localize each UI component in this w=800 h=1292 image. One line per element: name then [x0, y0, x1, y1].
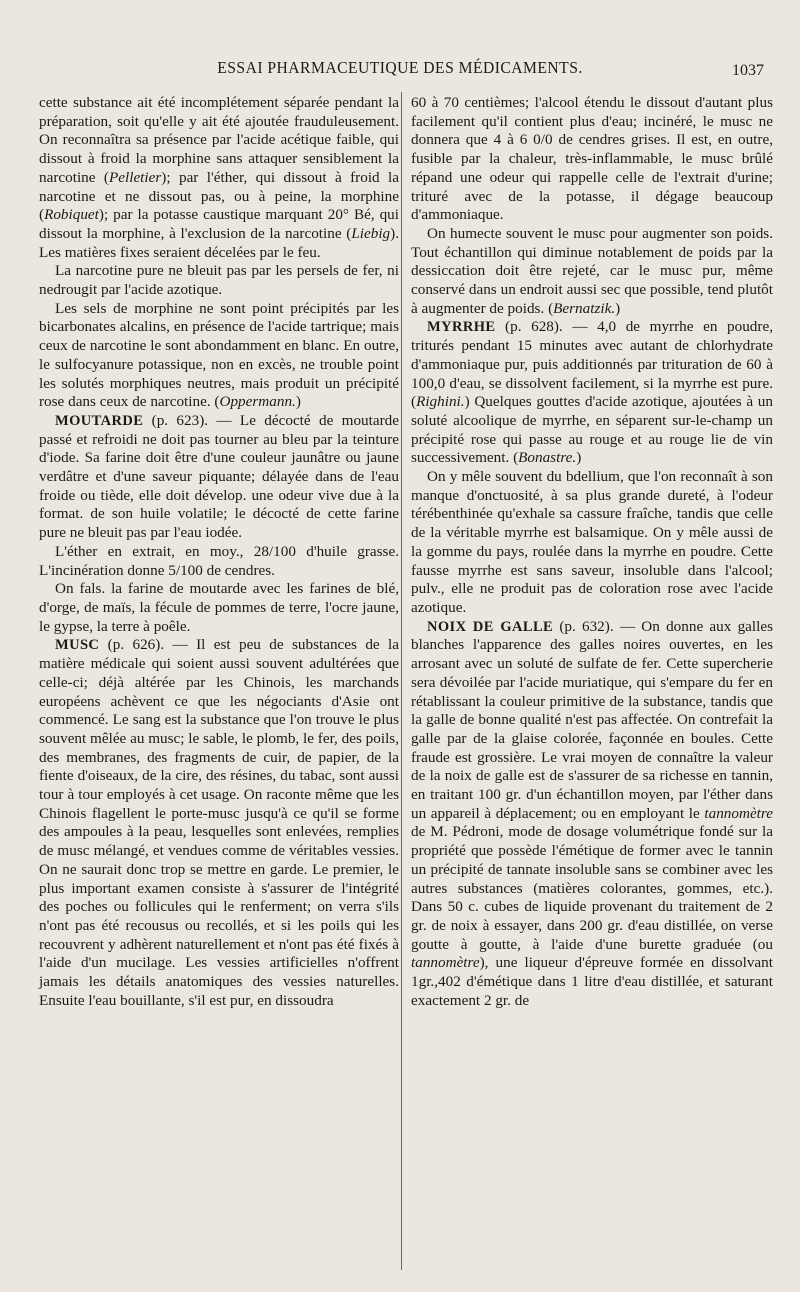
citation: Oppermann.: [219, 393, 296, 411]
running-title: ESSAI PHARMACEUTIQUE DES MÉDICAMENTS.: [217, 58, 583, 77]
paragraph: [411, 225, 773, 319]
text-run: On humecte souvent le musc pour augmenter son poids. Tout échantillon qui diminue notablement de poids par la dessiccation doit être rejeté, car le musc pur, même conservé dans un endroit aussi sec que possible, tend plutôt à augmenter de poids. (: [411, 224, 773, 317]
text-run: ): [615, 299, 621, 317]
entry-musc: [39, 636, 399, 1010]
text-run: (p. 632). — On donne aux galles blanches l'apparence des galles noires ouvertes, en les arrosant avec un soluté de sulfate de fer. Cette supercherie sera dévoilée par l'acide muriatique, qui s'empare du fer en rétablissant la couleur primitive de la substance, tandis que la galle de bonne qualité n'est pas affectée. On contrefait la galle par de la glaise colorée, façonnée en boules. Cette fraude est grossière. Le vrai moyen de connaître la valeur de la noix de galle est de s'assurer de sa richesse en tannin, en traitant 100 gr. d'un échantillon moyen, par l'éther dans un appareil à déplacement; ou en employant le: [411, 617, 773, 822]
paragraph: On y mêle souvent du bdellium, que l'on reconnaît à son manque d'onctuosité, à sa plus grande dureté, à l'odeur térébenthinée qu'exhale sa cassure fraîche, tandis que celle de la véritable myrrhe est balsamique. On y mêle aussi de la gomme du pays, roulée dans la myrrhe en poudre. Cette fausse myrrhe est sans saveur, insoluble dans l'alcool; pulv., elle ne produit pas de coloration rose avec l'acide azotique.: [411, 468, 773, 616]
text-run: ): [576, 449, 582, 467]
left-column: [39, 94, 399, 1010]
page-number: 1037: [732, 62, 764, 79]
paragraph: On fals. la farine de moutarde avec les farines de blé, d'orge, de maïs, la fécule de pommes de terre, l'ocre jaune, le gypse, la terre à poêle.: [39, 580, 399, 635]
text-run: ). Les matières fixes seraient décelées par le feu.: [39, 224, 399, 261]
paragraph: L'éther en extrait, en moy., 28/100 d'huile grasse. L'incinération donne 5/100 de cendres.: [39, 542, 399, 579]
text-run: (p. 623). — Le décocté de moutarde passé et refroidi ne doit pas tourner au bleu par la teinture d'iode. Sa farine doit être d'une couleur jaunâtre ou jaune verdâtre et d'une saveur piquante; délayée dans de l'eau froide ou tiède, elle doit dévelop. une odeur vive due à la format. de son huile volatile; le décocté de cette farine pure ne bleuit pas par l'eau iodée.: [39, 411, 399, 542]
text-run: ), une liqueur d'épreuve formée en dissolvant 1gr.,402 d'émétique dans 1 litre d'eau distillée, et saturant exactement 2 gr. de: [411, 954, 773, 1009]
citation: Righini.: [416, 393, 465, 411]
text-run: ): [295, 393, 301, 411]
text-run: (p. 628). — 4,0 de myrrhe en poudre, triturés pendant 15 minutes avec autant de chlorhydrate d'ammoniaque pur, puis additionnés par trituration de 60 à 100,0 d'eau, se dissolvent facilement, si la myrrhe est pure. (: [411, 318, 773, 411]
entry-heading: MOUTARDE: [55, 412, 144, 429]
entry-myrrhe: [411, 318, 773, 468]
citation: Bonastre.: [518, 449, 577, 467]
text-run: (p. 626). — Il est peu de substances de la matière médicale qui soient aussi souvent adultérées que celle-ci; déjà altérée par les Chinois, les marchands européens achèvent ce que les négociants d'Asie ont commencé. Le sang est la substance que l'on trouve le plus souvent mêlée au musc; le sable, le plomb, le fer, des poils, des membranes, des fragments de cuir, de papier, de la fiente d'oiseaux, de la cire, des résines, du tabac, sont aussi tour à tour employés à cet usage. On raconte même que les Chinois flagellent le porte-musc jusqu'à ce qu'il se forme des ampoules à la peau, lesquelles sont enlevées, remplies de musc mélangé, et vendues comme de véritables vessies. On ne saurait donc trop se mettre en garde. Le premier, le plus important examen consiste à s'assurer de l'intégrité des poches ou follicules qui le renferment; on verra s'ils n'ont pas été recousus ou recollés, et si les poils qui les recouvrent y adhèrent naturellement et n'ont pas été fixés à l'aide d'un mucilage. Les vessies artificielles n'offrent jamais les détails anatomiques des vessies naturelles. Ensuite l'eau bouillante, s'il est pur, en dissoudra: [39, 636, 399, 1009]
citation: Bernatzik.: [553, 299, 616, 317]
entry-moutarde: [39, 412, 399, 543]
column-divider: [401, 92, 402, 1270]
paragraph: [39, 300, 399, 412]
citation: Liebig: [351, 224, 391, 242]
text-run: de M. Pédroni, mode de dosage volumétrique fondé sur la propriété que possède l'émétique de former avec le tannin un précipité de tannate insoluble sans se combiner avec les autres substances (matières colorantes, gommes, etc.). Dans 50 c. cubes de liquide provenant du traitement de 2 gr. de noix à essayer, dans 200 gr. d'eau distillée, on verse goutte à goutte, à l'aide d'une burette graduée (ou: [411, 823, 773, 953]
citation: Robiquet: [44, 206, 99, 224]
entry-heading: NOIX DE GALLE: [427, 618, 554, 635]
paragraph: La narcotine pure ne bleuit pas par les persels de fer, ni nedrougit par l'acide azotique.: [39, 262, 399, 299]
running-header: [0, 58, 800, 82]
citation: Pelletier: [108, 168, 162, 186]
paragraph: [39, 94, 399, 262]
text-run: ) Quelques gouttes d'acide azotique, ajoutées à un soluté alcoolique de myrrhe, en séparent sur-le-champ un précipité rose qui passe au rouge et au rouge lie de vin successivement. (: [411, 393, 773, 467]
text-run: ); par l'éther, qui dissout à froid la narcotine et ne dissout pas, ou à peine, la morphine (: [39, 168, 400, 224]
text-run: Les sels de morphine ne sont point précipités par les bicarbonates alcalins, en présence de l'acide tartrique; mais ceux de narcotine le sont abondamment en blanc. En outre, le sulfocyanure potassique, non en excès, ne trouble point les solutés morphiques neutres, mais produit un précipité rose dans ceux de narcotine. (: [39, 299, 399, 411]
text-run: cette substance ait été incomplétement séparée pendant la préparation, soit qu'elle y ait été ajoutée frauduleusement. On reconnaîtra sa présence par l'acide acétique faible, qui dissout à froid la morphine sans attaquer sensiblement la narcotine (: [39, 94, 399, 186]
paragraph: 60 à 70 centièmes; l'alcool étendu le dissout d'autant plus facilement qu'il contient plus d'eau; incinéré, le musc ne donnera que 4 à 6 0/0 de cendres grises. Il est, en outre, fusible par la chaleur, très-inflammable, le musc brûlé répand une odeur qui rappelle celle de l'extrait d'urine; trituré avec de la potasse, il dégage beaucoup d'ammoniaque.: [411, 94, 773, 224]
citation: tannomètre: [704, 804, 773, 822]
entry-noix-de-galle: [411, 618, 773, 1011]
right-column: [411, 94, 773, 1010]
text-run: ); par la potasse caustique marquant 20° Bé, qui dissout la morphine, à l'exclusion de la narcotine (: [39, 206, 399, 242]
entry-heading: MYRRHE: [427, 319, 496, 336]
citation: tannomètre: [411, 954, 480, 972]
entry-heading: MUSC: [55, 637, 100, 654]
